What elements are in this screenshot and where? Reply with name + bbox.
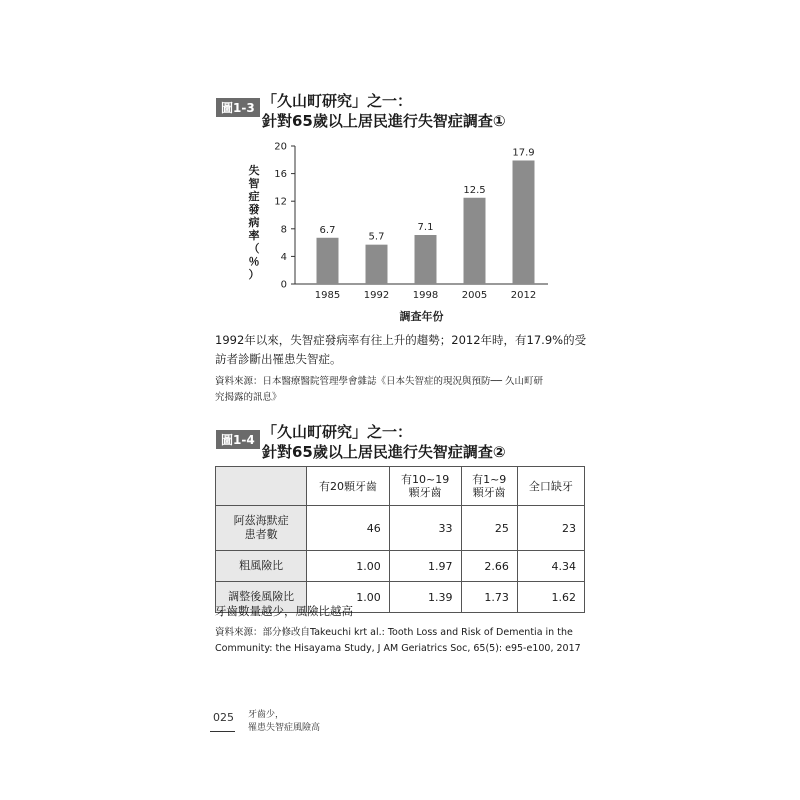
- data-label: 12.5: [463, 184, 486, 196]
- bar-chart: [240, 138, 570, 328]
- table-cell: 23: [517, 506, 584, 551]
- chart-caption-line2: 訪者診斷出罹患失智症。: [215, 352, 342, 366]
- table-source-line1: 資料來源：部分修改自Takeuchi krt al.: Tooth Loss and Risk of Dementia in the: [215, 627, 573, 638]
- y-tick-label: 12: [274, 196, 287, 208]
- y-tick-label: 4: [280, 251, 287, 263]
- bar: [415, 235, 437, 284]
- y-label-char: 智: [248, 177, 260, 190]
- table-header-cell: [517, 467, 584, 506]
- x-tick-label: 1998: [412, 290, 439, 301]
- header-text: 顆牙齒: [472, 486, 506, 499]
- table-row: [216, 506, 585, 551]
- page-number: 025: [213, 711, 234, 724]
- table-corner-cell: [216, 467, 307, 506]
- y-label-char: 病: [248, 216, 260, 229]
- table-header-cell: [461, 467, 517, 506]
- chart-x-axis-label: 調查年份: [399, 310, 444, 323]
- running-footer-line2: 罹患失智症風險高: [248, 723, 321, 733]
- chart-caption-line1: 1992年以來，失智症發病率有往上升的趨勢；2012年時，有17.9%的受: [215, 333, 587, 347]
- bar: [464, 198, 486, 284]
- x-tick-label: 1985: [314, 290, 341, 301]
- header-text: 顆牙齒: [408, 486, 442, 499]
- tooth-loss-table: [215, 466, 585, 613]
- y-tick-label: 8: [280, 224, 287, 236]
- table-caption: 牙齒數量越少，風險比越高: [215, 604, 353, 618]
- row-label: 阿茲海默症: [233, 514, 289, 527]
- table-cell: 4.34: [517, 551, 584, 582]
- table-row-header: 粗風險比: [216, 551, 307, 582]
- table-source-line2: Community: the Hisayama Study, J AM Geriatrics Soc, 65(5): e95-e100, 2017: [215, 643, 581, 654]
- y-label-char: ％: [248, 255, 260, 268]
- table-row-header: 調整後風險比: [216, 582, 307, 613]
- table-header-cell: [389, 467, 461, 506]
- y-label-char: 症: [248, 190, 260, 203]
- table-cell: 33: [389, 506, 461, 551]
- running-footer-line1: 牙齒少，: [248, 710, 285, 720]
- y-label-char: 發: [248, 203, 260, 216]
- row-label: 患者數: [244, 528, 278, 541]
- y-tick-label: 0: [280, 279, 287, 291]
- x-tick-label: 1992: [363, 290, 390, 301]
- chart-source-line2: 究揭露的訊息》: [215, 392, 282, 403]
- data-label: 5.7: [368, 231, 385, 243]
- data-label: 6.7: [319, 224, 336, 236]
- table-cell: 1.00: [307, 551, 390, 582]
- data-label: 17.9: [512, 147, 535, 159]
- y-label-char: ）: [248, 268, 260, 281]
- header-text: 全口缺牙: [528, 479, 573, 493]
- table-cell: 25: [461, 506, 517, 551]
- figure-badge: 圖1-4: [216, 430, 260, 449]
- y-label-char: 率: [248, 229, 260, 242]
- table-row-header: [216, 506, 307, 551]
- table-cell: 46: [307, 506, 390, 551]
- figure-title-line2: 針對65歲以上居民進行失智症調查②: [262, 443, 506, 461]
- x-tick-label: 2005: [461, 290, 488, 301]
- y-tick-label: 16: [274, 169, 287, 181]
- figure-title-line2: 針對65歲以上居民進行失智症調查①: [262, 112, 506, 130]
- header-text: 有20顆牙齒: [319, 479, 378, 493]
- header-text: 有10~19: [401, 473, 450, 486]
- running-footer: [248, 709, 320, 735]
- figure-title-line1: 「久山町研究」之一：: [262, 92, 413, 110]
- table-cell: 2.66: [461, 551, 517, 582]
- table-cell: 1.97: [389, 551, 461, 582]
- x-tick-label: 2012: [510, 290, 537, 301]
- table-header-cell: [307, 467, 390, 506]
- table-cell: 1.62: [517, 582, 584, 613]
- y-label-char: 失: [248, 164, 260, 177]
- figure-title-line1: 「久山町研究」之一：: [262, 423, 413, 441]
- table-cell: 1.00: [307, 582, 390, 613]
- bar: [513, 160, 535, 284]
- table-cell: 1.73: [461, 582, 517, 613]
- y-tick-label: 20: [274, 141, 287, 153]
- table-header-row: [216, 467, 585, 506]
- table-row: [216, 551, 585, 582]
- bar: [366, 245, 388, 284]
- table-cell: 1.39: [389, 582, 461, 613]
- data-label: 7.1: [417, 222, 434, 234]
- footer-divider: [210, 731, 235, 732]
- y-label-char: （: [248, 242, 260, 255]
- figure-badge: 圖1-3: [216, 98, 260, 117]
- header-text: 有1~9: [472, 473, 507, 486]
- chart-source-line1: 資料來源：日本醫療醫院管理學會雜誌《日本失智症的現況與預防── 久山町研: [215, 376, 543, 387]
- bar: [317, 238, 339, 284]
